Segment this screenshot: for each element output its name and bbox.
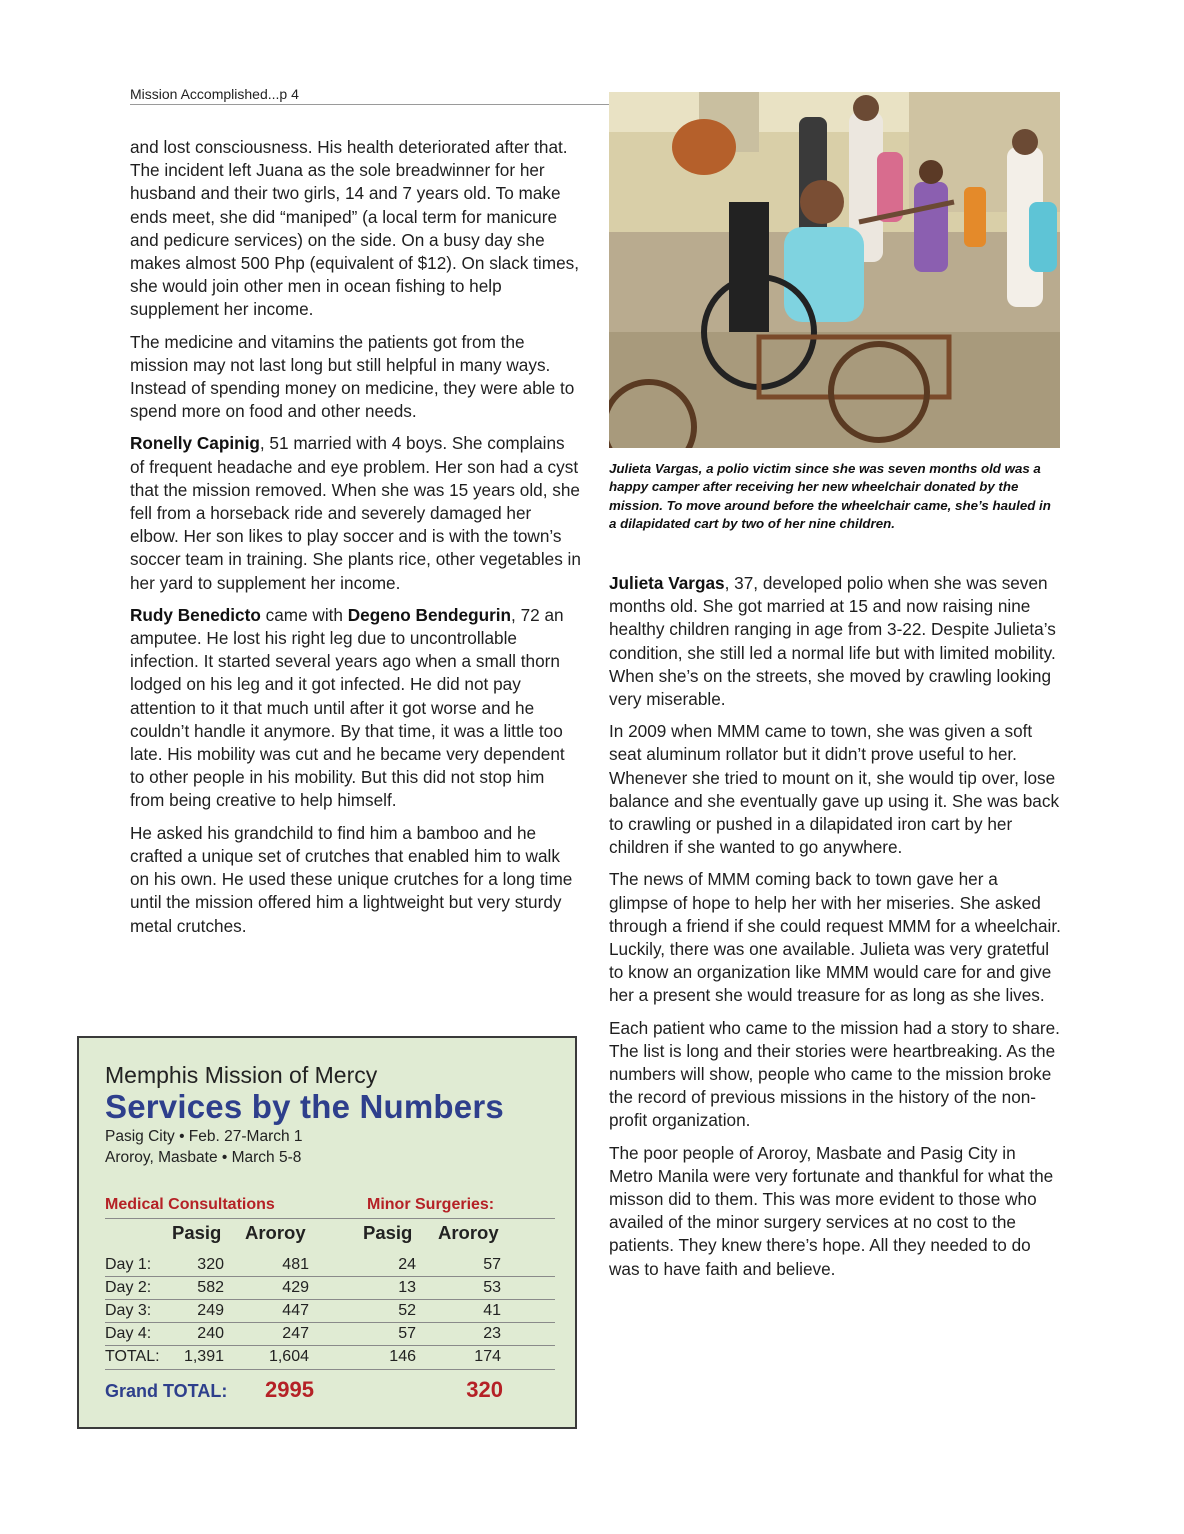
table-rule [105,1322,555,1323]
paragraph: Ronelly Capinig, 51 married with 4 boys. She complains of frequent headache and eye problem. Her son had a cyst that the mission removed. When she was 15 years old, she fell from a horseback ride and severely damaged her elbow. Her son likes to play soccer and is with the town’s soccer team in training. She plants rice, other vegetables in her yard to supplement her income. [130,433,581,593]
table-cell: 146 [389,1348,416,1365]
stats-location: Aroroy, Masbate • March 5-8 [105,1149,302,1166]
person-name: Degeno Bendegurin [347,604,512,625]
paragraph: Rudy Benedicto came with Degeno Bendegurin, 72 an amputee. He lost his right leg due to uncontrollable infection. It started several years ago when a small thorn lodged on his leg and it got infected. He did not pay attention to it that much until after it got worse and he couldn’t handle it anymore. By that time, it was a little too late. His mobility was cut and he became very dependent to other people in his mobility. But this did not stop him from being creative to help himself. [130,604,565,811]
stats-location: Pasig City • Feb. 27-March 1 [105,1128,303,1145]
table-cell: 447 [282,1302,309,1319]
grand-total-consultations: 2995 [265,1377,314,1402]
table-cell: 52 [398,1302,416,1319]
table-cell: 23 [483,1325,501,1342]
person-name: Rudy Benedicto [130,604,261,625]
section-heading-surgeries: Minor Surgeries: [367,1196,495,1213]
paragraph: and lost consciousness. His health deteriorated after that. The incident left Juana as the sole breadwinner for her husband and their two girls, 14 and 7 years old. To make ends meet, she did “maniped” (a local term for manicure and pedicure services) on the side. On a busy day she makes almost 500 Php (equivalent of $12). On slack times, she would join other men in ocean fishing to help supplement her income. [130,137,579,320]
row-label: Day 3: [105,1302,152,1319]
paragraph: The news of MMM coming back to town gave her a glimpse of hope to help her with her miseries. She asked through a friend if she could request MMM for a wheelchair. Luckily, there was one available. Julieta was very gratetful to know an organization like MMM would care for and give her a present she would treasure for as long as she lives. [609,869,1061,1006]
stats-org-name: Memphis Mission of Mercy [105,1062,378,1088]
column-header: Aroroy [245,1222,306,1243]
table-cell: 320 [197,1256,224,1273]
person-name: Ronelly Capinig [130,433,260,454]
paragraph: Each patient who came to the mission had a story to share. The list is long and their stories were heartbreaking. As the numbers will show, people who came to the mission broke the record of previous missions in the history of the non-profit organization. [609,1017,1060,1131]
table-cell: 174 [474,1348,501,1365]
stats-title: Services by the Numbers [105,1088,504,1125]
table-cell: 1,391 [183,1348,224,1365]
paragraph: The poor people of Aroroy, Masbate and Pasig City in Metro Manila were very fortunate and thankful for what the misson did to them. This was more evident to those who availed of the minor surgery services at no cost to the patients. They knew there’s hope. All they needed to do was to have faith and believe. [609,1142,1054,1279]
table-rule [105,1276,555,1277]
right-column [609,572,1061,1290]
photo-illustration [609,92,1060,448]
photo-julieta-wheelchair [609,92,1060,448]
table-cell: 429 [282,1279,309,1296]
person-name: Julieta Vargas [609,573,725,593]
table-rule [105,1345,555,1346]
services-stats-box [77,1036,577,1429]
table-cell: 53 [483,1279,501,1296]
table-cell: 247 [282,1325,309,1342]
left-column [130,136,582,947]
table-cell: 240 [197,1325,224,1342]
paragraph: He asked his grandchild to find him a bamboo and he crafted a unique set of crutches that enabled him to walk on his own. He used these unique crutches for a long time until the mission offered him a lightweight but very sturdy metal crutches. [130,822,573,936]
table-cell: 41 [483,1302,501,1319]
running-head: Mission Accomplished...p 4 [130,86,299,102]
column-header: Pasig [172,1222,222,1243]
column-header: Pasig [363,1222,413,1243]
table-cell: 24 [398,1256,416,1273]
table-rule [105,1299,555,1300]
paragraph: The medicine and vitamins the patients got from the mission may not last long but still helpful in many ways. Instead of spending money on medicine, they were able to spend more on food and other needs. [130,331,575,422]
table-cell: 13 [398,1279,416,1296]
table-rule [105,1369,555,1370]
table-cell: 1,604 [268,1348,309,1365]
column-header: Aroroy [438,1222,499,1243]
table-cell: 481 [282,1256,309,1273]
table-cell: 57 [398,1325,416,1342]
row-label: Day 4: [105,1325,152,1342]
table-cell: 582 [197,1279,224,1296]
table-cell: 57 [483,1256,501,1273]
grand-total-surgeries: 320 [466,1377,503,1402]
row-label: Day 1: [105,1256,152,1273]
table-rule [105,1218,555,1219]
paragraph: Julieta Vargas, 37, developed polio when she was seven months old. She got married at 15 and now raising nine healthy children ranging in age from 3-22. Despite Julieta’s condition, she still led a normal life but with limited mobility. When she’s on the streets, she moved by crawling looking very miserable. [609,573,1056,710]
grand-total-label: Grand TOTAL: [105,1381,228,1401]
row-label: TOTAL: [105,1348,160,1365]
table-cell: 249 [197,1302,224,1319]
paragraph: In 2009 when MMM came to town, she was given a soft seat aluminum rollator but it didn’t prove useful to her. Whenever she tried to mount on it, she would tip over, lose balance and she eventually gave up using it. She was back to crawling or pushed in a dilapidated iron cart by her children if she wanted to go anywhere. [609,721,1060,858]
section-heading-consultations: Medical Consultations [105,1196,275,1213]
row-label: Day 2: [105,1279,152,1296]
photo-caption: Julieta Vargas, a polio victim since she was seven months old was a happy camper after receiving her new wheelchair donated by the mission. To move around before the wheelchair came, she’s hauled in a dilapidated cart by two of her nine children. [609,461,1051,531]
header-rule [130,104,610,105]
